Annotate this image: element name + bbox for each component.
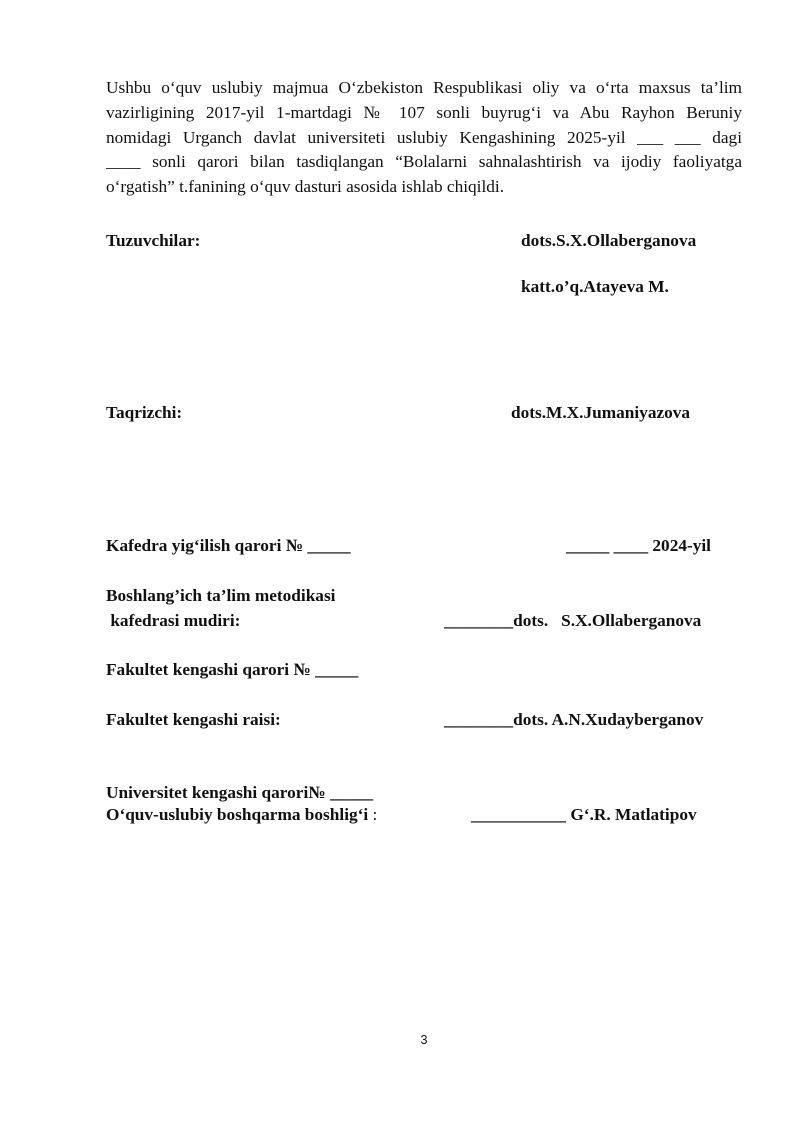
kafedra-head-label-1: Boshlang’ich ta’lim metodikasi bbox=[106, 586, 336, 605]
authors-label: Tuzuvchilar: bbox=[106, 231, 201, 250]
author-name-1: dots.S.X.Ollaberganova bbox=[521, 231, 697, 250]
faculty-chair-signature: ________dots. A.N.Xudayberganov bbox=[444, 710, 704, 729]
reviewer-label: Taqrizchi: bbox=[106, 403, 183, 422]
reviewer-name: dots.M.X.Jumaniyazova bbox=[511, 403, 691, 422]
university-decision-label: Universitet kengashi qarori№ _____ bbox=[106, 783, 374, 802]
kafedra-decision-date: _____ ____ 2024-yil bbox=[566, 536, 711, 555]
intro-line: ____ sonli qarori bilan tasdiqlangan “Bolalarni sahnalashtirish va ijodiy faoliyatga bbox=[106, 152, 742, 172]
faculty-chair-label: Fakultet kengashi raisi: bbox=[106, 710, 281, 729]
kafedra-decision-label: Kafedra yig‘ilish qarori № _____ bbox=[106, 536, 351, 555]
kafedra-head-signature: ________dots. S.X.Ollaberganova bbox=[444, 611, 702, 630]
intro-line: o‘rgatish” t.fanining o‘quv dasturi asosida ishlab chiqildi. bbox=[106, 177, 505, 197]
intro-paragraph bbox=[106, 76, 742, 200]
education-head-colon: : bbox=[372, 805, 378, 824]
kafedra-head-label-2: kafedrasi mudiri: bbox=[106, 611, 241, 630]
education-head-label bbox=[106, 804, 377, 826]
intro-line: Ushbu o‘quv uslubiy majmua O‘zbekiston Respublikasi oliy va o‘rta maxsus ta’lim bbox=[106, 78, 742, 97]
intro-line: vazirligining 2017-yil 1-martdagi № 107 sonli buyrug‘i va Abu Rayhon Beruniy bbox=[106, 102, 742, 122]
author-name-2: katt.o’q.Atayeva M. bbox=[521, 277, 669, 296]
intro-line: nomidagi Urganch davlat universiteti uslubiy Kengashining 2025-yil ___ ___ dagi bbox=[106, 127, 742, 147]
education-head-signature: ___________ G‘.R. Matlatipov bbox=[471, 805, 697, 824]
education-head-label-text: O‘quv-uslubiy boshqarma boshlig‘i bbox=[106, 805, 369, 824]
faculty-decision-label: Fakultet kengashi qarori № _____ bbox=[106, 660, 359, 679]
page-number: 3 bbox=[420, 1033, 428, 1047]
